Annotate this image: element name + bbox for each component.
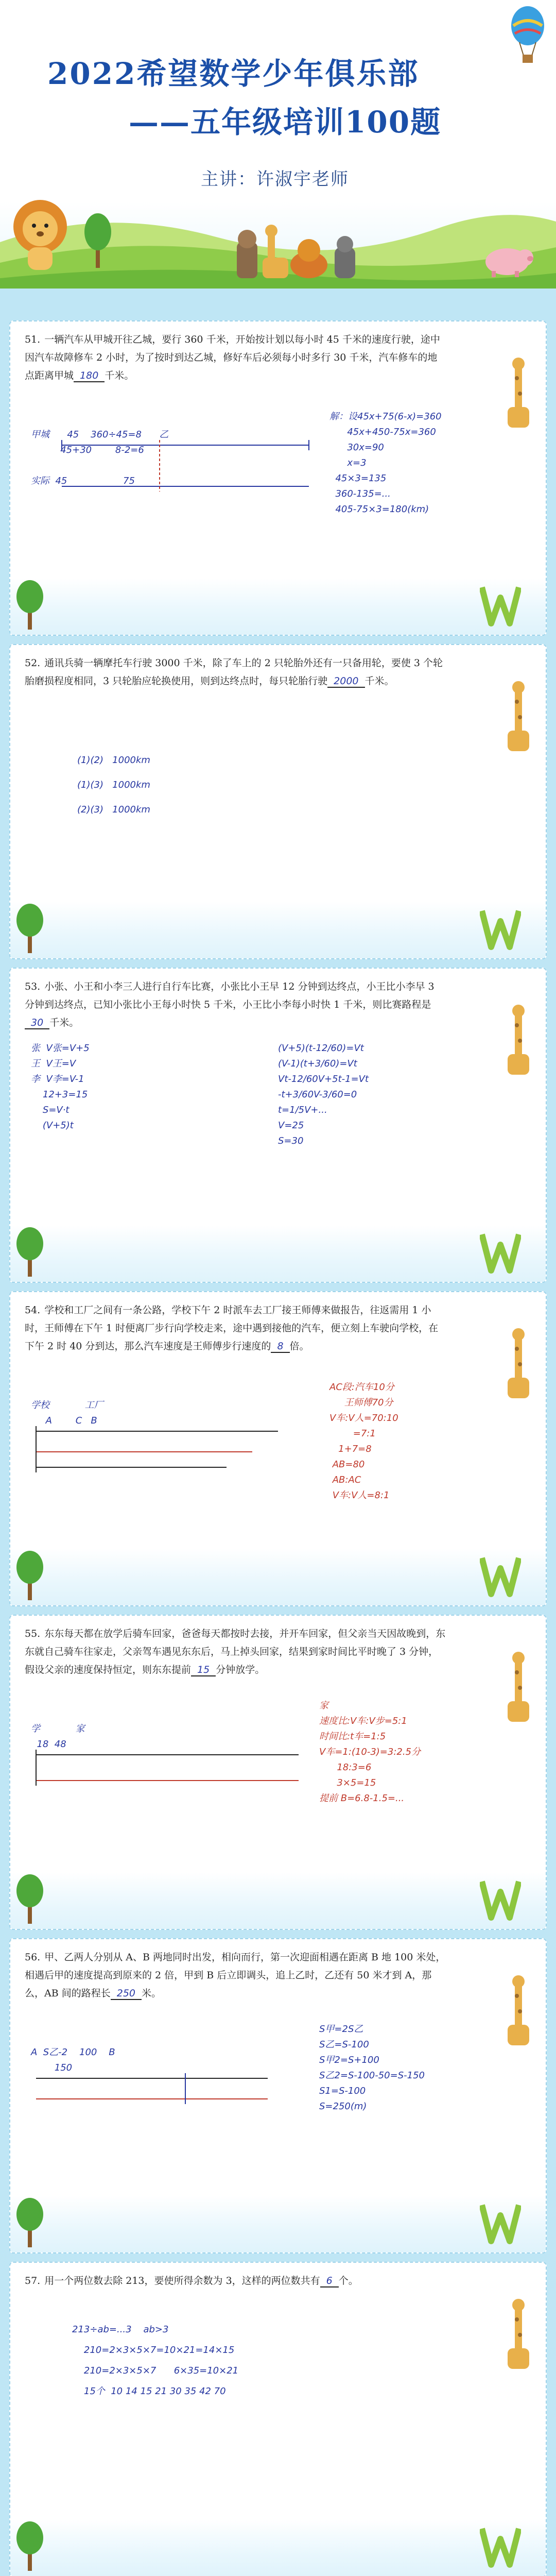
header-banner: [0, 0, 556, 289]
question-card-55: [9, 1615, 547, 1930]
handwritten-work-left: 张 V张=V+5 王 V王=V 李 V李=V-1 12+3=15 S=V·t (V+5)t: [31, 1043, 90, 1131]
handwritten-work-right: S甲=2S乙 S乙=S-100 S甲2=S+100 S乙2=S-100-50=S-150 S1=S-100 S=250(m): [319, 2024, 425, 2112]
giraffe-icon: [500, 1328, 536, 1405]
handwritten-work-left: 学校 工厂 A C B: [31, 1400, 103, 1426]
answer: 15: [191, 1664, 216, 1676]
handwritten-work-left: (1)(2) 1000km (1)(3) 1000km (2)(3) 1000km: [77, 755, 150, 815]
question-text: 53. 小张、小王和小李三人进行自行车比赛，小张比小王早 12 分钟到达终点，小王比小李早 3 分钟到达终点，已知小张比小王每小时快 5 千米，小王比小李每小时快 1 千米，则比赛路程是30 千米。: [25, 981, 435, 1028]
question-card-54: [9, 1291, 547, 1606]
answer: 250: [111, 1988, 142, 2000]
zoo-animals-icon: [227, 222, 371, 283]
question-text: 57. 用一个两位数去除 213，要使所得余数为 3，这样的两位数共有 6 个。: [25, 2275, 358, 2286]
handwritten-work-left: 学 家 18 48: [31, 1723, 85, 1750]
handwritten-work-left: 213÷ab=...3 ab>3 210=2×3×5×7=10×21=14×15 210=2×3×5×7 6×35=10×21 15个 10 14 15 21 30 35 42 70: [72, 2324, 239, 2397]
giraffe-icon: [500, 681, 536, 758]
question-card-56: [9, 1938, 547, 2253]
handwritten-work-left: A S乙-2 100 B 150: [31, 2047, 115, 2073]
w-logo-icon: [480, 1876, 521, 1923]
tree-icon: [14, 1872, 45, 1924]
question-card-53: [9, 968, 547, 1283]
w-logo-icon: [480, 2200, 521, 2246]
question-text: 52. 通讯兵骑一辆摩托车行驶 3000 千米，除了车上的 2 只轮胎外还有一只备用轮，要使 3 个轮胎磨损程度相同，3 只轮胎应轮换使用，则到达终点时，每只轮胎行驶 2000 千米。: [25, 657, 443, 687]
page-title: 2022希望数学少年俱乐部: [47, 56, 420, 91]
question-text: 51. 一辆汽车从甲城开往乙城，要行 360 千米，开始按计划以每小时 45 千米的速度行驶，途中因汽车故障修车 2 小时，为了按时到达乙城，修好车后必须每小时多行 30 千米，汽车修车的地点距离甲城 180 千米。: [25, 334, 440, 381]
giraffe-icon: [500, 1005, 536, 1082]
handwritten-work-right: (V+5)(t-12/60)=Vt (V-1)(t+3/60)=Vt Vt-12/60V+5t-1=Vt -t+3/60V-3/60=0 t=1/5V+... V=25 S=30: [278, 1043, 369, 1146]
giraffe-icon: [500, 1975, 536, 2053]
w-logo-icon: [480, 906, 521, 952]
tree-icon: [14, 1549, 45, 1600]
question-card-51: [9, 320, 547, 636]
giraffe-icon: [500, 1652, 536, 1729]
answer: 30: [25, 1017, 49, 1029]
answer: 8: [271, 1341, 289, 1353]
page-subtitle: ——五年级培训100题: [129, 105, 442, 140]
tree-icon: [14, 578, 45, 630]
w-logo-icon: [480, 1229, 521, 1276]
tree-icon: [14, 902, 45, 953]
answer: 6: [320, 2275, 339, 2287]
lion-icon: [4, 191, 76, 273]
pig-icon: [479, 242, 535, 278]
tree-icon: [82, 211, 113, 268]
handwritten-work-right: AC段:汽车10分 王师傅70分 V车:V人=70:10 =7:1 1+7=8 AB=80 AB:AC V车:V人=8:1: [329, 1382, 398, 1501]
question-text: 55. 东东每天都在放学后骑车回家，爸爸每天都按时去接，并开车回家，但父亲当天因故晚到，东东就自己骑车往家走，父亲驾车遇见东东后，马上掉头回家，结果到家时间比平时晚了 3 分钟，假设父亲的速度保持恒定，则东东提前 15 分钟放学。: [25, 1628, 446, 1675]
giraffe-icon: [500, 358, 536, 435]
w-logo-icon: [480, 1553, 521, 1599]
w-logo-icon: [480, 2523, 521, 2570]
question-text: 54. 学校和工厂之间有一条公路，学校下午 2 时派车去工厂接王师傅来做报告，往返需用 1 小时，王师傅在下午 1 时便离厂步行向学校走来，途中遇到接他的汽车，便立刻上车驶向学校，在下午 2 时 40 分到达，那么汽车速度是王师傅步行速度的 8 倍。: [25, 1304, 439, 1352]
answer: 2000: [327, 675, 364, 688]
giraffe-icon: [500, 2299, 536, 2376]
question-text: 56. 甲、乙两人分别从 A、B 两地同时出发，相向而行，第一次迎面相遇在距离 B 地 100 米处，相遇后甲的速度提高到原来的 2 倍，甲到 B 后立即调头，追上乙时，乙还有 50 米才到 A，那么，AB 间的路程长 250 米。: [25, 1952, 446, 1999]
tree-icon: [14, 2196, 45, 2247]
handwritten-work-right: 家 速度比:V车:V步=5:1 时间比:t车=1:5 V车=1:(10-3)=3:2.5分 18:3=6 3×5=15 提前 B=6.8-1.5=...: [319, 1700, 421, 1804]
hot-air-balloon-icon: [507, 5, 548, 67]
answer: 180: [74, 370, 105, 382]
tree-icon: [14, 2519, 45, 2571]
tree-icon: [14, 1225, 45, 1277]
teacher-line: 主讲：许淑宇老师: [201, 169, 349, 190]
handwritten-work-left: 甲城 45 360÷45=8 乙 45+30 8-2=6 实际 45 75: [31, 429, 169, 486]
question-card-57: [9, 2262, 547, 2576]
w-logo-icon: [480, 582, 521, 629]
handwritten-work-right: 解：设45x+75(6-x)=360 45x+450-75x=360 30x=90 x=3 45×3=135 360-135=... 405-75×3=180(km): [329, 411, 442, 515]
question-card-52: [9, 644, 547, 959]
